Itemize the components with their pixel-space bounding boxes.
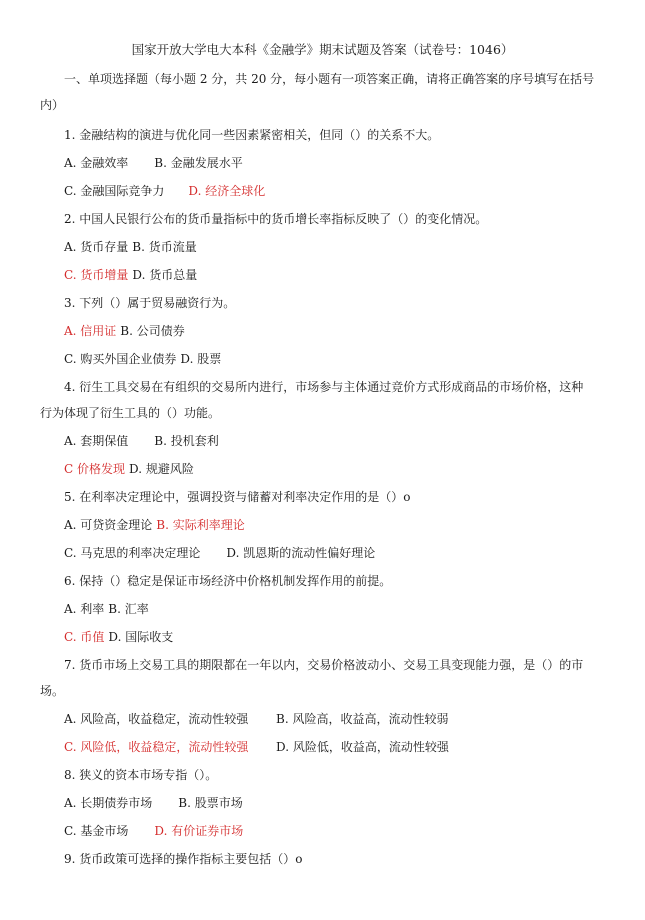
q2-option-b: B. 货币流量 [132, 240, 197, 254]
q2-option-c-answer: C. 货币增量 [64, 268, 129, 282]
question-6-options-row2 [64, 629, 605, 645]
q6-option-d: D. 国际收支 [108, 630, 174, 644]
q4-option-c-answer: C 价格发现 [64, 462, 125, 476]
question-1-options-row2 [64, 183, 605, 199]
document-title: 国家开放大学电大本科《金融学》期末试题及答案（试卷号：1046） [131, 42, 514, 57]
question-3-options-row1 [64, 323, 605, 339]
q1-option-c: C. 金融国际竞争力 [64, 184, 165, 198]
q5-option-a: A. 可贷资金理论 [64, 518, 153, 532]
question-1-options-row1 [64, 155, 605, 171]
q6-option-a: A. 利率 [64, 602, 105, 616]
q4-option-a: A. 套期保值 [64, 434, 129, 448]
question-2-options-row1 [64, 239, 605, 255]
q3-option-b: B. 公司债券 [120, 324, 185, 338]
question-8-options-row1 [64, 795, 605, 811]
q3-option-c: C. 购买外国企业债券 [64, 352, 177, 366]
q7-option-b: B. 风险高，收益高，流动性较弱 [276, 712, 449, 726]
q4-option-b: B. 投机套利 [154, 434, 219, 448]
question-2-stem: 2. 中国人民银行公布的货币量指标中的货币增长率指标反映了（）的变化情况。 [64, 212, 488, 226]
question-3-stem: 3. 下列（）属于贸易融资行为。 [64, 296, 236, 310]
q2-option-d: D. 货币总量 [132, 268, 198, 282]
question-8-stem: 8. 狭义的资本市场专指（）。 [64, 768, 218, 782]
section-heading-cont: 内） [40, 98, 65, 112]
question-6-options-row1 [64, 601, 605, 617]
question-8-options-row2 [64, 823, 605, 839]
q4-option-d: D. 规避风险 [129, 462, 194, 476]
q2-option-a: A. 货币存量 [64, 240, 129, 254]
q7-option-c-answer: C. 风险低，收益稳定，流动性较强 [64, 740, 249, 754]
q3-option-a-answer: A. 信用证 [64, 324, 117, 338]
question-2-options-row2 [64, 267, 605, 283]
question-1-stem: 1. 金融结构的演进与优化同一些因素紧密相关，但同（）的关系不大。 [64, 128, 440, 142]
section-heading: 一、单项选择题（每小题 2 分，共 20 分，每小题有一项答案正确，请将正确答案的序号填写在括号 [64, 72, 595, 86]
question-4-stem-cont: 行为体现了衍生工具的（）功能。 [40, 406, 221, 420]
question-5-options-row1 [64, 517, 605, 533]
q5-option-b-answer: B. 实际利率理论 [156, 518, 245, 532]
question-7-options-row1 [64, 711, 605, 727]
q6-option-c-answer: C. 币值 [64, 630, 105, 644]
question-7-stem: 7. 货币市场上交易工具的期限都在一年以内，交易价格波动小、交易工具变现能力强，是（）的市 [64, 658, 584, 672]
question-4-options-row1 [64, 433, 605, 449]
question-7-options-row2 [64, 739, 605, 755]
question-5-options-row2 [64, 545, 605, 561]
q3-option-d: D. 股票 [180, 352, 222, 366]
question-7-stem-cont: 场。 [40, 684, 65, 698]
q8-option-b: B. 股票市场 [178, 796, 243, 810]
q1-option-d-answer: D. 经济全球化 [188, 184, 266, 198]
q7-option-a: A. 风险高，收益稳定，流动性较强 [64, 712, 249, 726]
q8-option-c: C. 基金市场 [64, 824, 129, 838]
question-4-options-row2 [64, 461, 605, 477]
question-9-stem: 9. 货币政策可选择的操作指标主要包括（）o [64, 852, 303, 866]
q5-option-c: C. 马克思的利率决定理论 [64, 546, 201, 560]
q5-option-d: D. 凯恩斯的流动性偏好理论 [226, 546, 376, 560]
q8-option-d-answer: D. 有价证券市场 [154, 824, 244, 838]
q1-option-b: B. 金融发展水平 [154, 156, 243, 170]
q7-option-d: D. 风险低，收益高，流动性较强 [276, 740, 449, 754]
question-6-stem: 6. 保持（）稳定是保证市场经济中价格机制发挥作用的前提。 [64, 574, 392, 588]
question-5-stem: 5. 在利率决定理论中，强调投资与储蓄对利率决定作用的是（）o [64, 490, 411, 504]
q1-option-a: A. 金融效率 [64, 156, 129, 170]
q6-option-b: B. 汇率 [108, 602, 149, 616]
q8-option-a: A. 长期债券市场 [64, 796, 153, 810]
question-3-options-row2 [64, 351, 605, 367]
question-4-stem: 4. 衍生工具交易在有组织的交易所内进行，市场参与主体通过竞价方式形成商品的市场价格，这种 [64, 380, 584, 394]
